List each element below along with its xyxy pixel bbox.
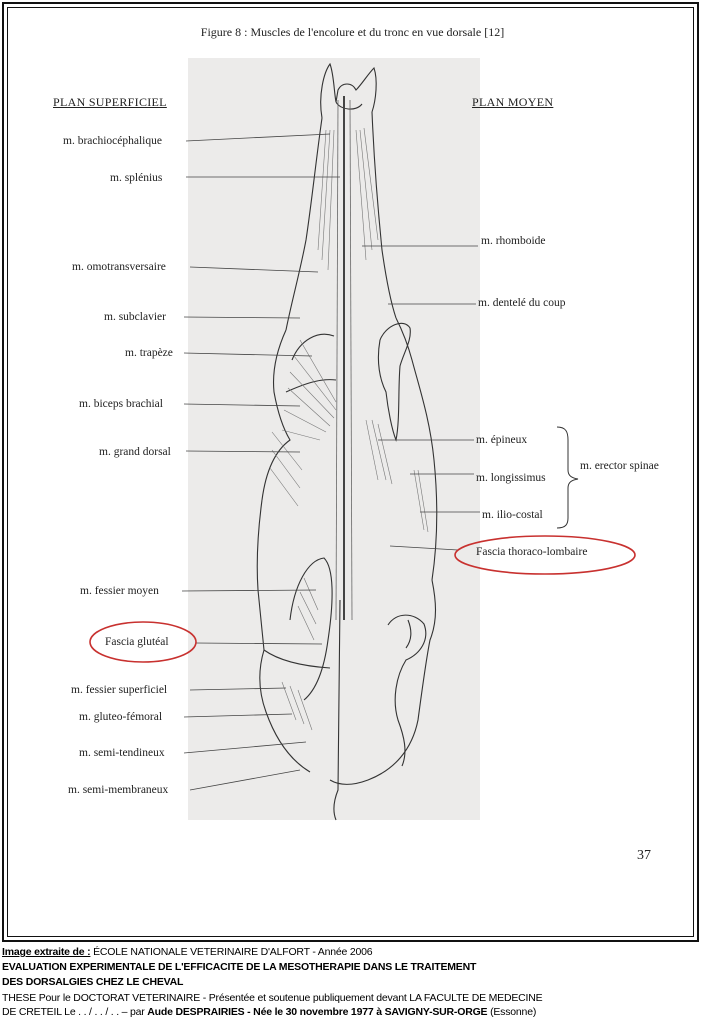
heading-plan-superficiel: PLAN SUPERFICIEL	[53, 95, 167, 109]
label-fascia-gluteal: Fascia glutéal	[105, 636, 169, 648]
heading-plan-moyen: PLAN MOYEN	[472, 95, 554, 109]
caption-title-line2-text: DES DORSALGIES CHEZ LE CHEVAL	[2, 976, 184, 988]
caption-line4-c: (Essonne)	[487, 1006, 537, 1018]
caption-title-line1	[2, 961, 476, 974]
label-splenius: m. splénius	[110, 172, 163, 184]
caption-title-line2	[2, 976, 183, 989]
label-longissimus: m. longissimus	[476, 472, 546, 484]
caption-title-line1-text: EVALUATION EXPERIMENTALE DE L'EFFICACITE DE LA MESOTHERAPIE DANS LE TRAITEMENT	[2, 961, 477, 973]
label-ilio-costal: m. ilio-costal	[482, 509, 543, 521]
label-subclavier: m. subclavier	[104, 311, 166, 323]
label-grand-dorsal: m. grand dorsal	[99, 446, 171, 458]
caption-line3: THESE Pour le DOCTORAT VETERINAIRE - Présentée et soutenue publiquement devant LA FACULTE DE MEDECINE	[2, 992, 543, 1004]
label-semi-tendineux: m. semi-tendineux	[79, 747, 165, 759]
label-rhomboide: m. rhomboide	[481, 235, 546, 247]
label-semi-membraneux: m. semi-membraneux	[68, 784, 169, 796]
caption-line4	[2, 1006, 536, 1019]
label-fascia-thoraco-lombaire: Fascia thoraco-lombaire	[476, 546, 588, 558]
label-brachiocephalique: m. brachiocéphalique	[63, 135, 162, 147]
label-fessier-superficiel: m. fessier superficiel	[71, 684, 168, 696]
caption-source	[2, 946, 372, 959]
caption-line4-a: DE CRETEIL Le . . / . . / . . – par	[2, 1006, 148, 1018]
label-omotransversaire: m. omotransversaire	[72, 261, 166, 273]
label-dentele-du-coup: m. dentelé du coup	[478, 297, 566, 309]
caption-source-text: ÉCOLE NATIONALE VETERINAIRE D'ALFORT - Année 2006	[90, 946, 373, 958]
caption-source-prefix: Image extraite de :	[2, 946, 91, 958]
figure-title: Figure 8 : Muscles de l'encolure et du tronc en vue dorsale [12]	[200, 25, 505, 39]
caption-line4-b: - Née le 30 novembre 1977 à SAVIGNY-SUR-ORGE	[244, 1006, 488, 1018]
label-epineux: m. épineux	[476, 434, 528, 446]
label-fessier-moyen: m. fessier moyen	[80, 585, 159, 597]
label-gluteo-femoral: m. gluteo-fémoral	[79, 711, 163, 723]
label-erector-spinae: m. erector spinae	[580, 460, 659, 472]
label-biceps-brachial: m. biceps brachial	[79, 398, 163, 410]
page-number: 37	[637, 848, 651, 863]
caption-author: Aude DESPRAIRIES	[147, 1006, 245, 1018]
label-trapeze: m. trapèze	[125, 347, 173, 359]
